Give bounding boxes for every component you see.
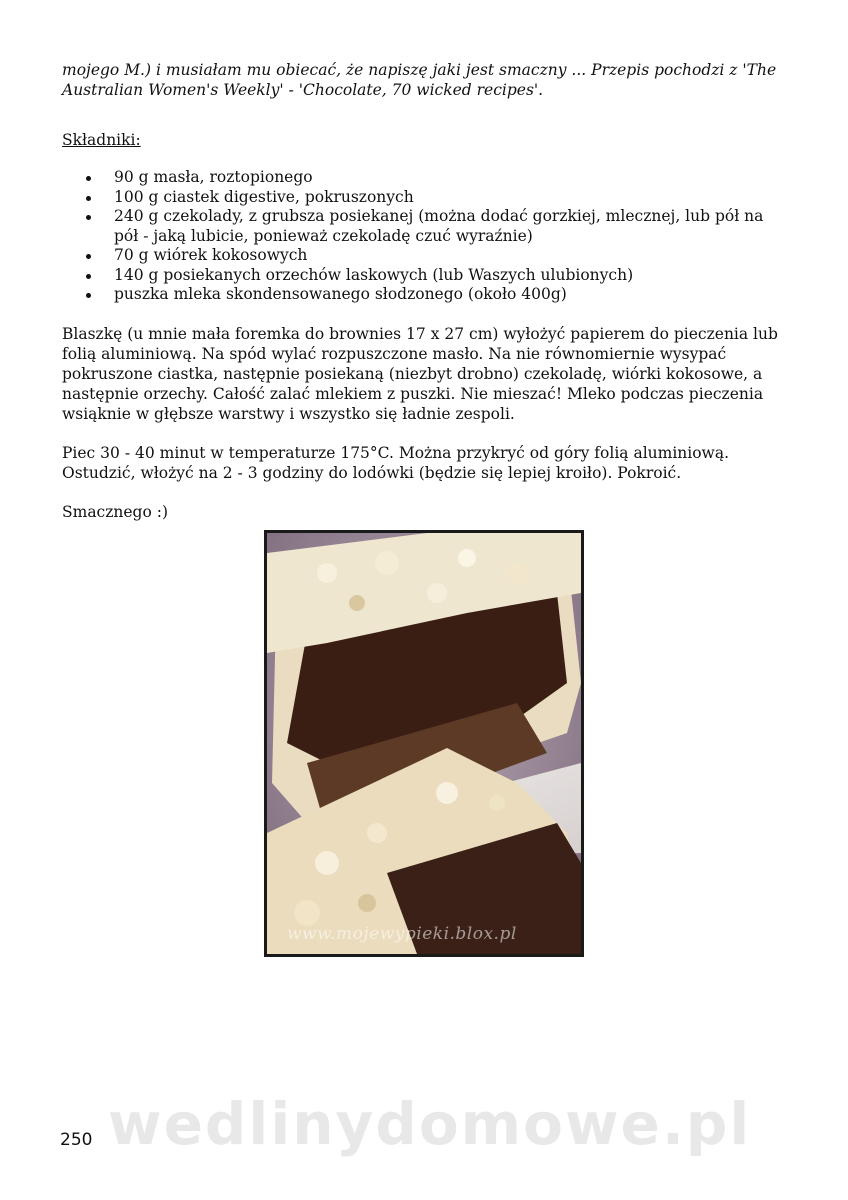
ingredient-item: 240 g czekolady, z grubsza posiekanej (można dodać gorzkiej, mlecznej, lub pół na pół - jaką lubicie, ponieważ czekoladę czuć wyraźnie) [114, 207, 792, 246]
site-watermark: wedlinydomowe.pl [108, 1090, 752, 1158]
recipe-page [62, 60, 792, 522]
ingredients-list [62, 168, 792, 305]
ingredient-item: 140 g posiekanych orzechów laskowych (lub Waszych ulubionych) [114, 266, 792, 286]
instructions-paragraph: Blaszkę (u mnie mała foremka do brownies 17 x 27 cm) wyłożyć papierem do pieczenia lub folią aluminiową. Na spód wylać rozpuszczone masło. Na nie równomiernie wysypać pokruszone ciastka, następnie posiekaną (niezbyt drobno) czekoladę, wiórki kokosowe, a następnie orzechy. Całość zalać mlekiem z puszki. Nie mieszać! Mleko podczas pieczenia wsiąknie w głębsze warstwy i wszystko się ładnie zespoli. [62, 324, 778, 423]
ingredient-item: 90 g masła, roztopionego [114, 168, 792, 188]
closing-text: Smacznego :) [62, 502, 169, 521]
ingredient-item: puszka mleka skondensowanego słodzonego (około 400g) [114, 285, 792, 305]
recipe-photo [264, 530, 584, 957]
ingredient-item: 70 g wiórek kokosowych [114, 246, 792, 266]
cake-bars-illustration [267, 533, 581, 954]
photo-watermark: www.mojewypieki.blox.pl [287, 924, 517, 944]
ingredients-heading: Składniki: [62, 131, 141, 149]
intro-text: mojego M.) i musiałam mu obiecać, że napiszę jaki jest smaczny ... Przepis pochodzi z 'The Australian Women's Weekly' - 'Chocolate, 70 wicked recipes'. [62, 61, 777, 99]
baking-paragraph: Piec 30 - 40 minut w temperaturze 175°C. Można przykryć od góry folią aluminiową. Ostudzić, włożyć na 2 - 3 godziny do lodówki (będzie się lepiej kroiło). Pokroić. [62, 443, 729, 482]
page-number: 250 [60, 1130, 93, 1150]
ingredient-item: 100 g ciastek digestive, pokruszonych [114, 188, 792, 208]
